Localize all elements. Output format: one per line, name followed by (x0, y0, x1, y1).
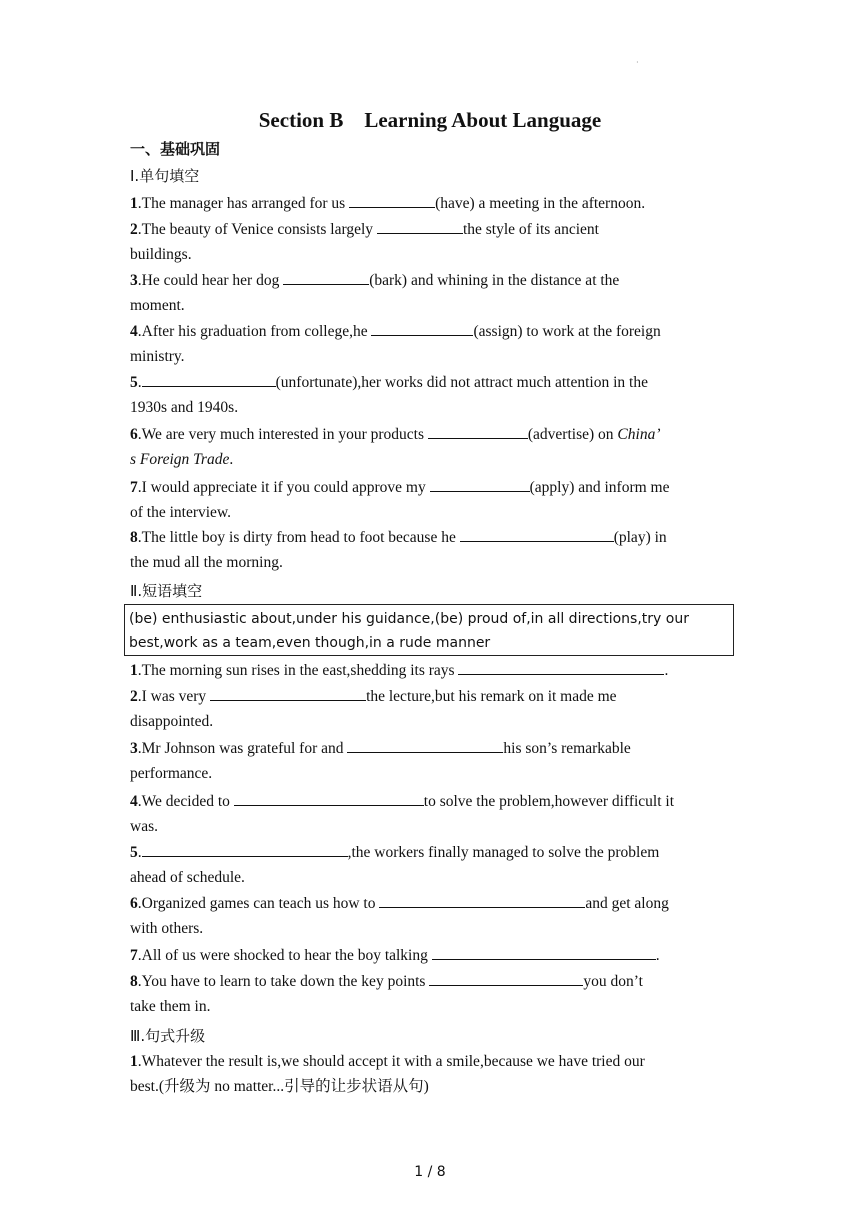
answer-blank[interactable] (142, 842, 348, 857)
answer-blank[interactable] (460, 527, 614, 542)
question-2-1: 1.The morning sun rises in the east,shedding its rays . (130, 662, 669, 679)
question-2-8: 8.You have to learn to take down the key points you don’t take them in. (130, 973, 643, 1015)
page-title: Section B Learning About Language (258, 108, 602, 132)
page-number: 1 / 8 (414, 1164, 446, 1180)
question-2-4: 4.We decided to to solve the problem,however difficult it was. (130, 793, 675, 835)
question-1-8: 8.The little boy is dirty from head to foot because he (play) in the mud all the morning. (130, 529, 667, 571)
section-heading-basics: 一、基础巩固 (130, 140, 221, 158)
answer-blank[interactable] (349, 193, 435, 208)
question-1-3: 3.He could hear her dog (bark) and whining in the distance at the moment. (130, 272, 620, 314)
answer-blank[interactable] (428, 424, 528, 439)
answer-blank[interactable] (430, 477, 530, 492)
subheading-sentence-upgrade: Ⅲ.句式升级 (130, 1027, 206, 1045)
answer-blank[interactable] (283, 270, 369, 285)
answer-blank[interactable] (429, 971, 583, 986)
answer-blank[interactable] (379, 893, 585, 908)
answer-blank[interactable] (347, 738, 503, 753)
question-1-4: 4.After his graduation from college,he (assign) to work at the foreign ministry. (130, 323, 661, 365)
answer-blank[interactable] (210, 686, 366, 701)
question-2-2: 2.I was very the lecture,but his remark on it made me disappointed. (130, 688, 617, 730)
question-3-1: 1.Whatever the result is,we should accept it with a smile,because we have tried our best.(升级为 no matter...引导的让步状语从句) (130, 1053, 645, 1095)
subheading-single-sentence: Ⅰ.单句填空 (130, 167, 200, 185)
question-1-6: 6.We are very much interested in your products (advertise) on China’ s Foreign Trade. (130, 426, 661, 468)
answer-blank[interactable] (458, 660, 664, 675)
question-2-6: 6.Organized games can teach us how to and get along with others. (130, 895, 669, 937)
question-2-3: 3.Mr Johnson was grateful for and his son’s remarkable performance. (130, 740, 631, 782)
question-2-5: 5. ,the workers finally managed to solve the problem ahead of schedule. (130, 844, 660, 886)
answer-blank[interactable] (142, 372, 276, 387)
answer-blank[interactable] (432, 945, 656, 960)
question-2-7: 7.All of us were shocked to hear the boy talking . (130, 947, 660, 964)
question-1-2: 2.The beauty of Venice consists largely the style of its ancient buildings. (130, 221, 599, 263)
subheading-phrase-fill: Ⅱ.短语填空 (130, 582, 203, 600)
question-1-5: 5. (unfortunate),her works did not attract much attention in the 1930s and 1940s. (130, 374, 648, 416)
phrase-box-line: best,work as a team,even though,in a rude manner (129, 635, 491, 651)
answer-blank[interactable] (234, 791, 424, 806)
answer-blank[interactable] (377, 219, 463, 234)
phrase-box-line: (be) enthusiastic about,under his guidance,(be) proud of,in all directions,try our (129, 611, 689, 627)
answer-blank[interactable] (371, 321, 473, 336)
phrase-box (124, 604, 734, 656)
question-1-1: 1.The manager has arranged for us (have) a meeting in the afternoon. (130, 195, 646, 212)
question-1-7: 7.I would appreciate it if you could approve my (apply) and inform me of the interview. (130, 479, 670, 521)
header-mark: · (636, 58, 639, 67)
